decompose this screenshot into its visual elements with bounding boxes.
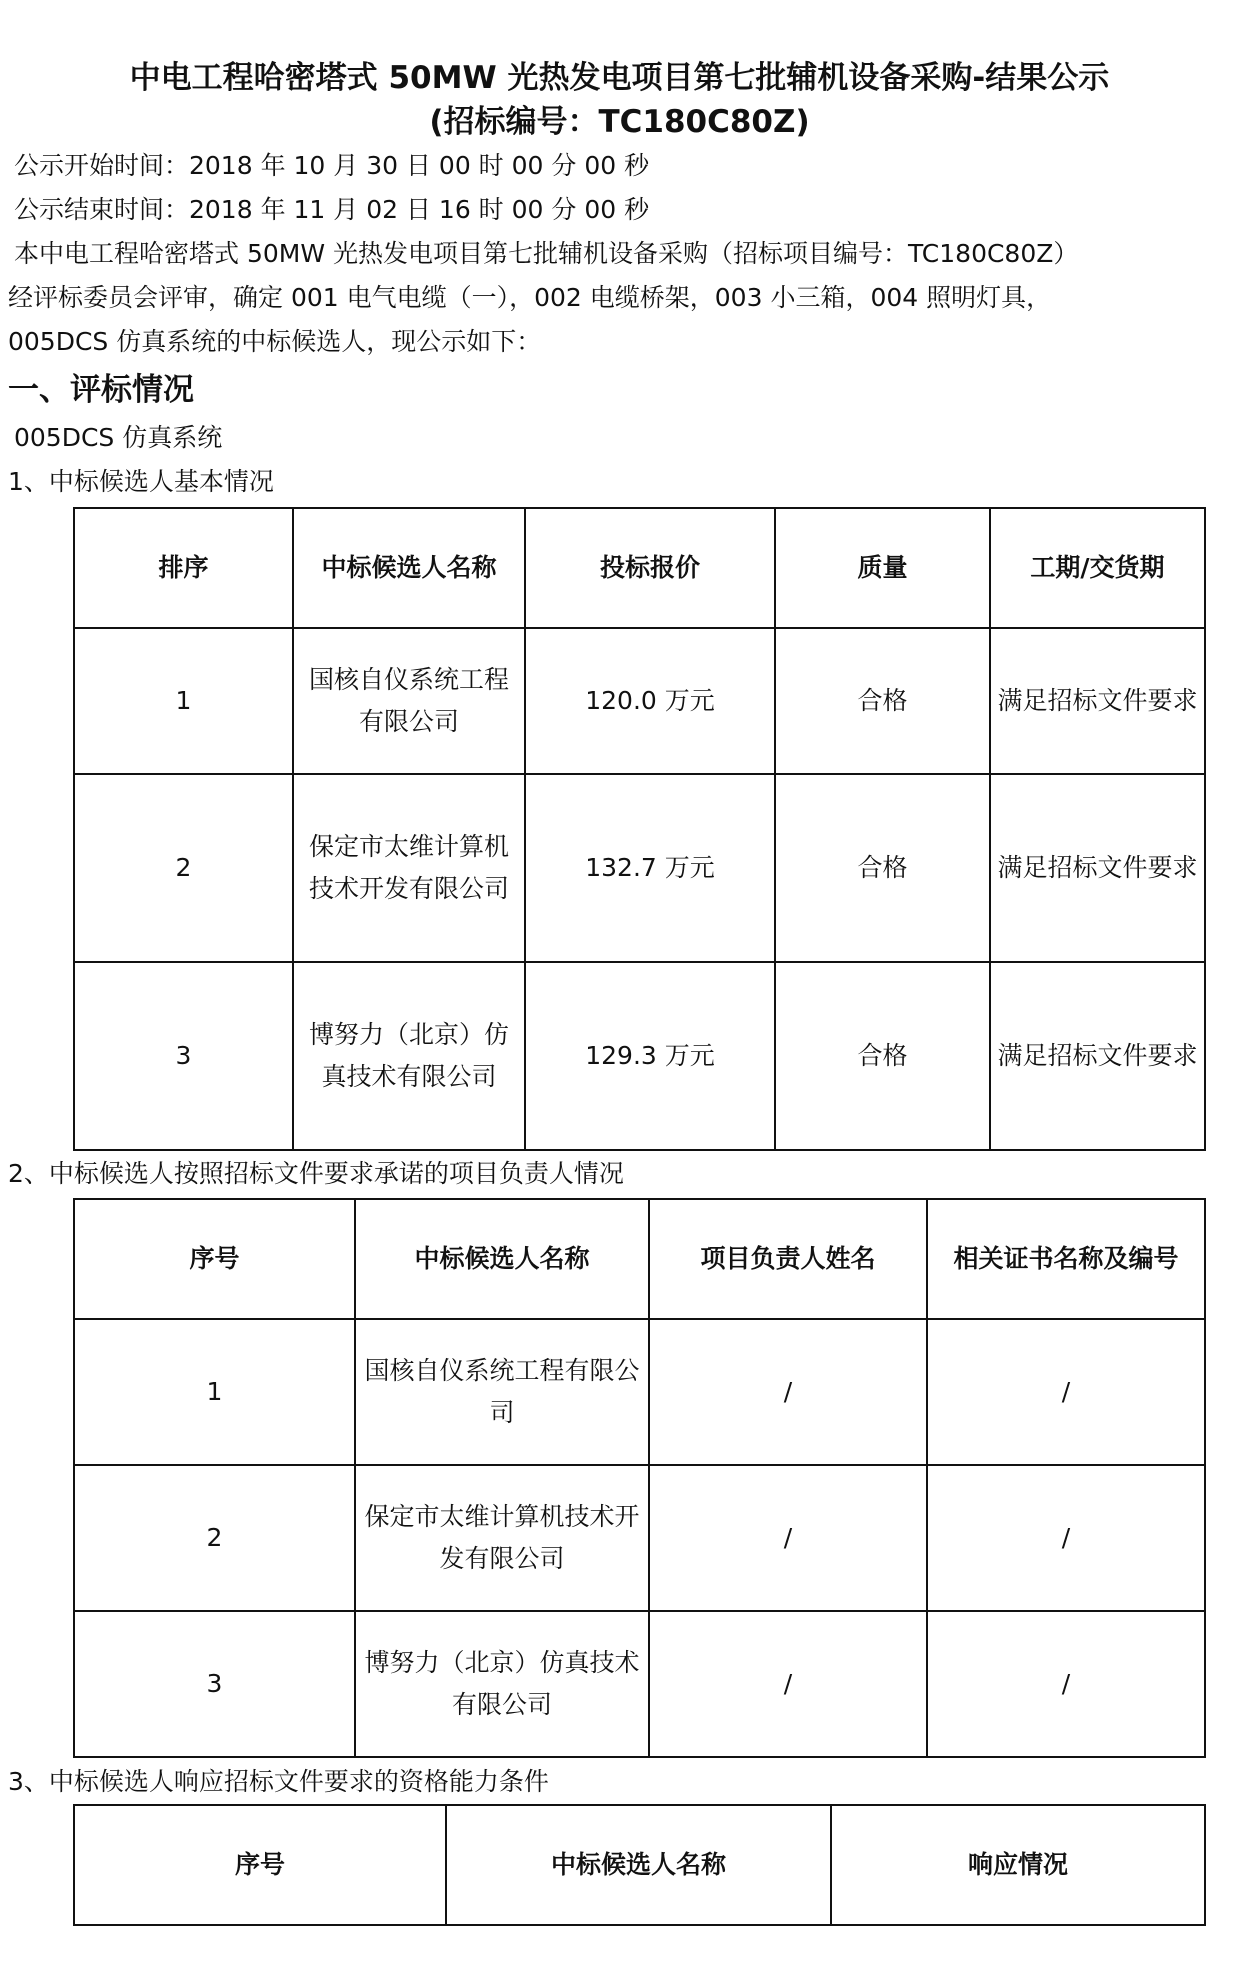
- header-manager-name: 项目负责人姓名: [649, 1199, 927, 1319]
- header-candidate-name: 中标候选人名称: [293, 508, 525, 628]
- subsection1-heading: 1、中标候选人基本情况: [8, 467, 274, 496]
- cell-manager-name: /: [649, 1611, 927, 1757]
- cell-delivery-period: 满足招标文件要求: [990, 628, 1205, 774]
- publicity-end-time: 公示结束时间：2018 年 11 月 02 日 16 时 00 分 00 秒: [14, 195, 650, 224]
- document-title-line1: 中电工程哈密塔式 50MW 光热发电项目第七批辅机设备采购-结果公示: [129, 60, 1110, 96]
- header-certificate: 相关证书名称及编号: [927, 1199, 1205, 1319]
- header-delivery-period: 工期/交货期: [990, 508, 1205, 628]
- cell-delivery-period: 满足招标文件要求: [990, 774, 1205, 962]
- cell-bid-price: 120.0 万元: [525, 628, 775, 774]
- cell-candidate-name: 国核自仪系统工程有限公司: [293, 628, 525, 774]
- cell-manager-name: /: [649, 1465, 927, 1611]
- header-bid-price: 投标报价: [525, 508, 775, 628]
- cell-certificate: /: [927, 1319, 1205, 1465]
- table-row: [74, 774, 1205, 962]
- cell-bid-price: 132.7 万元: [525, 774, 775, 962]
- header-rank: 排序: [74, 508, 293, 628]
- cell-candidate-name: 博努力（北京）仿真技术有限公司: [293, 962, 525, 1150]
- candidate-basic-info-table: [73, 507, 1206, 1151]
- header-response: 响应情况: [831, 1805, 1205, 1925]
- cell-serial-number: 1: [74, 1319, 355, 1465]
- cell-certificate: /: [927, 1465, 1205, 1611]
- header-candidate-name: 中标候选人名称: [355, 1199, 649, 1319]
- header-serial-number: 序号: [74, 1199, 355, 1319]
- project-manager-table: [73, 1198, 1206, 1758]
- intro-line-1: 本中电工程哈密塔式 50MW 光热发电项目第七批辅机设备采购（招标项目编号：TC180C80Z）: [14, 239, 1079, 268]
- cell-certificate: /: [927, 1611, 1205, 1757]
- cell-delivery-period: 满足招标文件要求: [990, 962, 1205, 1150]
- section1-heading: 一、评标情况: [8, 372, 194, 408]
- publicity-start-time: 公示开始时间：2018 年 10 月 30 日 00 时 00 分 00 秒: [14, 151, 650, 180]
- table-row: [74, 962, 1205, 1150]
- table-row: [74, 1319, 1205, 1465]
- qualification-table: [73, 1804, 1206, 1926]
- intro-line-2: 经评标委员会评审，确定 001 电气电缆（一），002 电缆桥架，003 小三箱，004 照明灯具，: [8, 283, 1052, 312]
- lot-name: 005DCS 仿真系统: [14, 423, 223, 452]
- cell-candidate-name: 保定市太维计算机技术开发有限公司: [293, 774, 525, 962]
- document-title-line2: (招标编号：TC180C80Z): [429, 104, 810, 140]
- cell-quality: 合格: [775, 628, 990, 774]
- cell-candidate-name: 博努力（北京）仿真技术有限公司: [355, 1611, 649, 1757]
- cell-bid-price: 129.3 万元: [525, 962, 775, 1150]
- cell-rank: 2: [74, 774, 293, 962]
- header-quality: 质量: [775, 508, 990, 628]
- cell-serial-number: 2: [74, 1465, 355, 1611]
- table-row: [74, 1611, 1205, 1757]
- table-row: [74, 628, 1205, 774]
- header-candidate-name: 中标候选人名称: [446, 1805, 831, 1925]
- cell-serial-number: 3: [74, 1611, 355, 1757]
- subsection2-heading: 2、中标候选人按照招标文件要求承诺的项目负责人情况: [8, 1159, 624, 1188]
- table-header-row: [74, 1199, 1205, 1319]
- cell-rank: 3: [74, 962, 293, 1150]
- cell-rank: 1: [74, 628, 293, 774]
- table-row: [74, 1465, 1205, 1611]
- cell-quality: 合格: [775, 774, 990, 962]
- subsection3-heading: 3、中标候选人响应招标文件要求的资格能力条件: [8, 1767, 549, 1796]
- cell-candidate-name: 国核自仪系统工程有限公司: [355, 1319, 649, 1465]
- cell-quality: 合格: [775, 962, 990, 1150]
- table-header-row: [74, 508, 1205, 628]
- header-serial-number: 序号: [74, 1805, 446, 1925]
- cell-manager-name: /: [649, 1319, 927, 1465]
- table-header-row: [74, 1805, 1205, 1925]
- intro-line-3: 005DCS 仿真系统的中标候选人，现公示如下：: [8, 327, 542, 356]
- cell-candidate-name: 保定市太维计算机技术开发有限公司: [355, 1465, 649, 1611]
